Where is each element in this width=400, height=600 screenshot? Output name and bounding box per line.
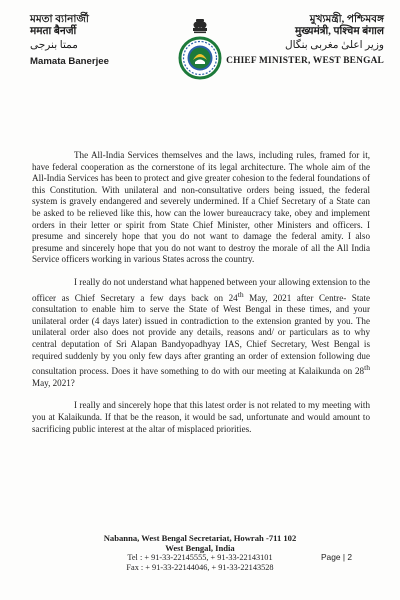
paragraph-2-part-1: I really do not understand what happened between your allowing extension to the officer as Chief Secretary a few days back on 24 [32,276,370,303]
paragraph-2-part-3: May, 2021? [32,377,75,388]
footer-city: West Bengal, India [165,543,235,553]
ordinal-suffix: th [237,289,244,299]
letter-body [32,150,370,446]
designation-english: CHIEF MINISTER, WEST BENGAL [226,56,384,66]
paragraph-2-part-2: May, 2021 after Centre- State consultation to enable him to serve the State of West Bengal in these times, and your unilateral order (4 days later) issued in contradiction to the extension granted by you. The unilateral order also does not provide any details, reasons and/ or particulars as to why central deputation of Sri Alapan Bandyopadhyay IAS, Chief Secretary, West Bengal is required suddenly by you only few days after granting an order of extension following due consultation process. Does it have something to do with our meeting at Kalaikunda on 28 [32,292,370,377]
lion-capital-icon [193,19,207,33]
sender-name-hindi: ममता बैनर्जी [30,26,77,37]
ordinal-suffix: th [364,363,370,373]
footer-fax: Fax : + 91-33-22144046, + 91-33-22143528 [126,563,274,572]
footer-telephone: Tel : + 91-33-22145555, + 91-33-22143101 [127,553,273,562]
sender-name-bengali: মমতা ব্যানার্জী [30,14,89,25]
designation-hindi: मुख्यमंत्री, पश्चिम बंगाल [294,26,384,37]
footer-address: Nabanna, West Bengal Secretariat, Howrah -711 102 [103,533,297,543]
letterhead-footer [70,533,330,573]
sender-block [30,14,170,67]
designation-urdu: وزیر اعلیٰ مغربی بنگال [284,40,384,51]
sender-name-urdu: ممتا بنرجی [30,40,78,51]
page-number: Page | 2 [320,552,352,562]
sender-name-english: Mamata Banerjee [30,56,109,67]
paragraph-3: I really and sincerely hope that this latest order is not related to my meeting with you at Kalaikunda. If that be the reason, it would be sad, unfortunate and would amount to sacrificing public interest at the altar of misplaced priorities. [32,400,370,434]
paragraph-2 [32,277,370,389]
designation-bengali: মুখ্যমন্ত্রী, পশ্চিমবঙ্গ [309,14,384,25]
designation-block [214,14,384,66]
paragraph-1: The All-India Services themselves and the laws, including rules, framed for it, have federal cooperation as the cornerstone of its legal architecture. The whole aim of the All-India Services has been to protect and give greater cohesion to the federal foundations of this Constitution. With unilateral and non-consultative orders being issued, the federal system is gravely endangered and severely undermined. If a Chief Secretary of a State can be asked to be relieved like this, how can the lower bureaucracy take, obey and implement orders in their letter or spirit from State Chief Minister, other Ministers and officers. I presume and sincerely hope that you do not want to damage the federal amity. I also presume and sincerely hope that you do not want to destroy the morale of all the All India Service officers working in various States across the country. [32,150,370,265]
